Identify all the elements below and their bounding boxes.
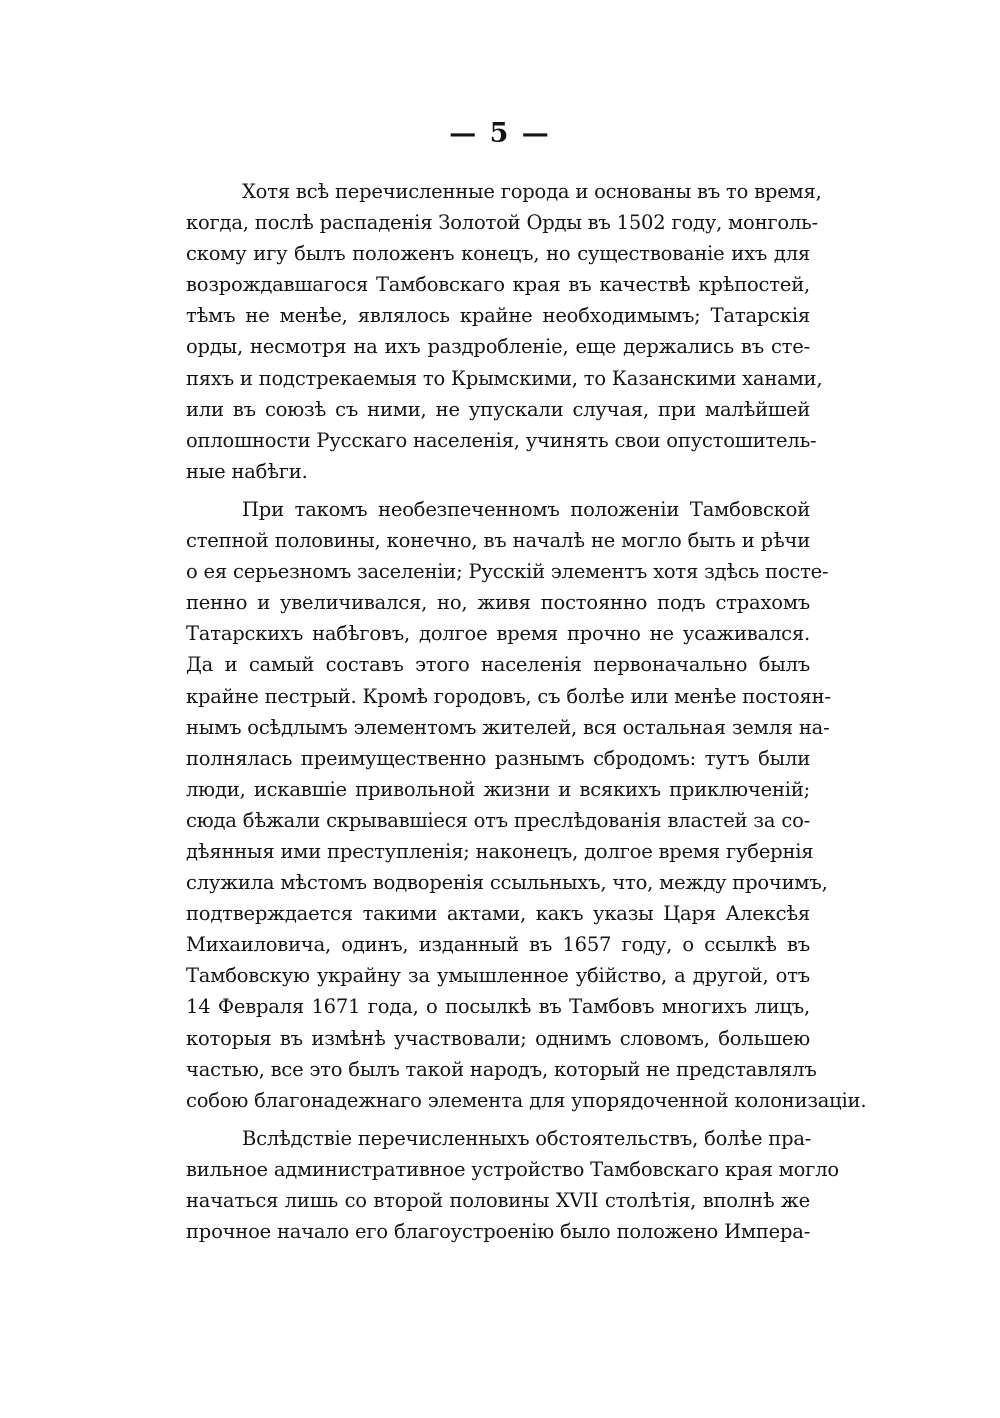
page-number: — 5 — bbox=[449, 118, 551, 149]
text-line: орды, несмотря на ихъ раздробленіе, еще держались въ сте- bbox=[186, 335, 810, 359]
text-line: прочное начало его благоустроенію было положено Импера- bbox=[186, 1220, 811, 1244]
text-body bbox=[186, 176, 867, 1247]
text-line: степной половины, конечно, въ началѣ не могло быть и рѣчи bbox=[186, 529, 810, 553]
text-line: тѣмъ не менѣе, являлось крайне необходимымъ; Татарскія bbox=[186, 304, 810, 328]
text-line: дѣянныя ими преступленія; наконецъ, долгое время губернія bbox=[186, 839, 814, 863]
text-line: Да и самый составъ этого населенія первоначально былъ bbox=[186, 653, 810, 677]
text-line: когда, послѣ распаденія Золотой Орды въ 1502 году, монголь- bbox=[186, 211, 818, 235]
paragraph-1 bbox=[186, 176, 823, 487]
paragraph-3 bbox=[186, 1123, 839, 1247]
text-line: Михаиловича, одинъ, изданный въ 1657 году, о ссылкѣ въ bbox=[186, 933, 810, 957]
text-line: начаться лишь со второй половины XVII столѣтія, вполнѣ же bbox=[186, 1189, 810, 1212]
text-line: пяхъ и подстрекаемыя то Крымскими, то Казанскими ханами, bbox=[186, 366, 823, 390]
text-line: собою благонадежнаго элемента для упорядоченной колонизаціи. bbox=[186, 1088, 867, 1112]
text-line: возрождавшагося Тамбовскаго края въ качествѣ крѣпостей, bbox=[186, 273, 810, 297]
paragraph-gap bbox=[186, 487, 810, 494]
text-line: подтверждается такими актами, какъ указы Царя Алексѣя bbox=[186, 902, 810, 926]
text-line: скому игу былъ положенъ конецъ, но существованіе ихъ для bbox=[186, 242, 810, 266]
text-line: сюда бѣжали скрывавшіеся отъ преслѣдованія властей за со- bbox=[186, 808, 810, 832]
text-line: служила мѣстомъ водворенія ссыльныхъ, что, между прочимъ, bbox=[186, 871, 828, 895]
text-line: или въ союзѣ съ ними, не упускали случая, при малѣйшей bbox=[186, 397, 810, 421]
text-line: люди, искавшіе привольной жизни и всякихъ приключеній; bbox=[186, 777, 810, 801]
text-line: оплошности Русскаго населенія, учинять свои опустошитель- bbox=[186, 428, 817, 452]
text-line: частью, все это былъ такой народъ, который не представлялъ bbox=[186, 1057, 817, 1081]
text-line: Вслѣдствіе перечисленныхъ обстоятельствъ, болѣе пра- bbox=[242, 1126, 812, 1150]
text-line: крайне пестрый. Кромѣ городовъ, съ болѣе или менѣе постоян- bbox=[186, 684, 831, 708]
text-line: Хотя всѣ перечисленные города и основаны въ то время, bbox=[242, 180, 822, 203]
text-line: вильное административное устройство Тамбовскаго края могло bbox=[186, 1157, 839, 1181]
text-line: 14 Февраля 1671 года, о посылкѣ въ Тамбовъ многихъ лицъ, bbox=[186, 995, 810, 1019]
paragraph-gap bbox=[186, 1116, 810, 1123]
text-line: Татарскихъ набѣговъ, долгое время прочно не усаживался. bbox=[186, 622, 810, 646]
text-line: полнялась преимущественно разнымъ сбродомъ: тутъ были bbox=[186, 746, 810, 770]
paragraph-2 bbox=[186, 494, 867, 1116]
text-line: Тамбовскую украйну за умышленное убійство, а другой, отъ bbox=[186, 964, 810, 988]
text-line: которыя въ измѣнѣ участвовали; однимъ словомъ, большею bbox=[186, 1026, 810, 1050]
text-line: нымъ осѣдлымъ элементомъ жителей, вся остальная земля на- bbox=[186, 715, 830, 739]
text-line: пенно и увеличивался, но, живя постоянно подъ страхомъ bbox=[186, 591, 810, 615]
text-line: о ея серьезномъ заселеніи; Русскій элементъ хотя здѣсь посте- bbox=[186, 560, 829, 584]
text-line: При такомъ необезпеченномъ положеніи Тамбовской bbox=[242, 497, 810, 521]
text-line: ные набѣги. bbox=[186, 459, 308, 483]
